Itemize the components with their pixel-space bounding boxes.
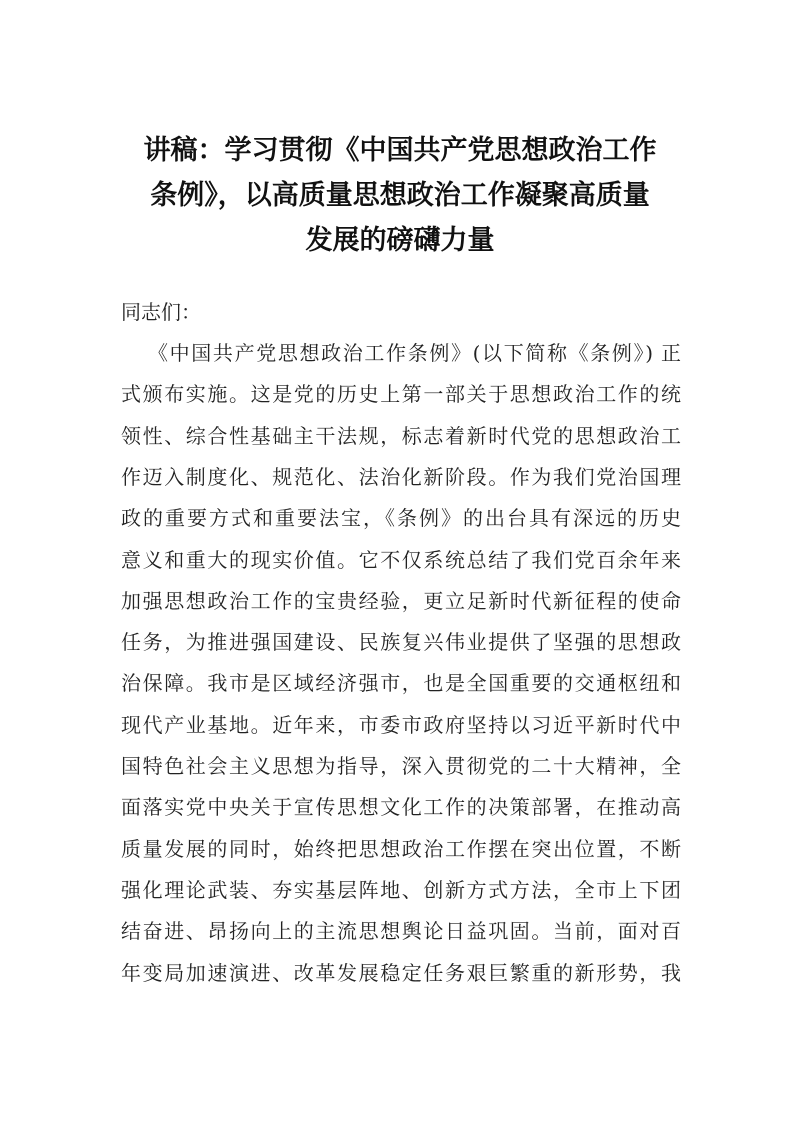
salutation: 同志们： [121, 300, 201, 324]
title-line-2: 条例》，以高质量思想政治工作凝聚高质量 [150, 180, 650, 211]
body-line: 领性、综合性基础主干法规，标志着新时代党的思想政治工 [121, 423, 681, 448]
body-line: 结奋进、昂扬向上的主流思想舆论日益巩固。当前，面对百 [121, 919, 681, 944]
body-line: 质量发展的同时，始终把思想政治工作摆在突出位置，不断 [121, 836, 681, 861]
body-line: 式颁布实施。这是党的历史上第一部关于思想政治工作的统 [121, 382, 681, 407]
body-line: 国特色社会主义思想为指导，深入贯彻党的二十大精神，全 [121, 754, 681, 778]
body-line: 现代产业基地。近年来，市委市政府坚持以习近平新时代中 [121, 712, 681, 737]
body-line: 政的重要方式和重要法宝，《条例》的出台具有深远的历史 [121, 506, 681, 531]
body-line: 强化理论武装、夯实基层阵地、创新方式方法，全市上下团 [121, 877, 681, 902]
body-line: 任务，为推进强国建设、民族复兴伟业提供了坚强的思想政 [121, 630, 681, 655]
title-line-3: 发展的磅礴力量 [305, 225, 495, 256]
body-line: 加强思想政治工作的宝贵经验，更立足新时代新征程的使命 [121, 588, 681, 613]
body-line: 面落实党中央关于宣传思想文化工作的决策部署，在推动高 [121, 795, 681, 820]
body-line: 《中国共产党思想政治工作条例》(以下简称《条例》) 正 [148, 341, 681, 365]
body-line: 意义和重大的现实价值。它不仅系统总结了我们党百余年来 [121, 547, 681, 572]
body-line: 治保障。我市是区域经济强市，也是全国重要的交通枢纽和 [121, 671, 681, 696]
title-line-1: 讲稿：学习贯彻《中国共产党思想政治工作 [143, 135, 657, 166]
body-line: 年变局加速演进、改革发展稳定任务艰巨繁重的新形势，我 [121, 960, 681, 985]
body-line: 作迈入制度化、规范化、法治化新阶段。作为我们党治国理 [121, 464, 681, 489]
